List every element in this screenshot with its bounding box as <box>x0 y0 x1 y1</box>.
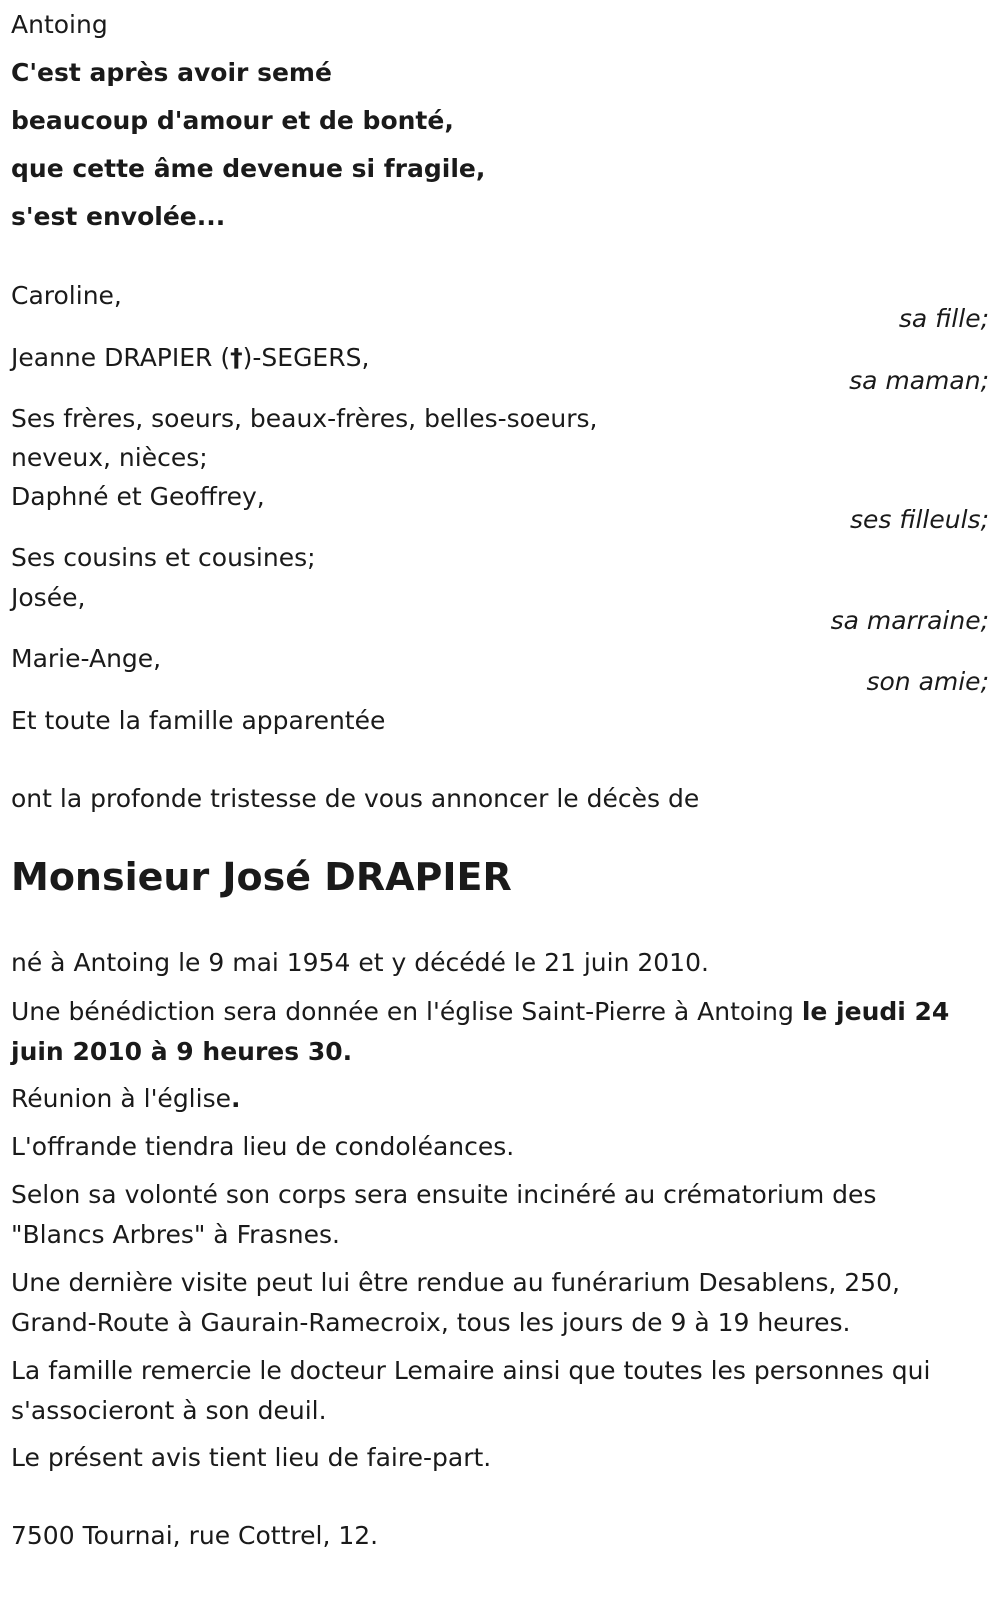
mourner-jeanne-suffix: )-SEGERS, <box>242 343 370 372</box>
role-godchildren: ses filleuls; <box>849 505 989 534</box>
offering: L'offrande tiendra lieu de condoléances. <box>11 1132 515 1161</box>
mourner-jeanne <box>11 338 369 378</box>
mourner-caroline: Caroline, <box>11 281 122 310</box>
address: 7500 Tournai, rue Cottrel, 12. <box>11 1521 379 1550</box>
role-mother: sa maman; <box>849 366 989 395</box>
mourner-jeanne-name: Jeanne DRAPIER ( <box>11 343 231 372</box>
mourner-godchildren: Daphné et Geoffrey, <box>11 482 265 511</box>
role-daughter: sa fille; <box>898 304 989 333</box>
poem-line-2: beaucoup d'amour et de bonté, <box>11 106 454 135</box>
blessing-date: le jeudi 24 juin 2010 à 9 heures 30. <box>11 997 950 1066</box>
poem-line-1: C'est après avoir semé <box>11 58 332 87</box>
mourner-josee: Josée, <box>11 583 86 612</box>
notice: Le présent avis tient lieu de faire-part. <box>11 1443 492 1472</box>
role-friend: son amie; <box>866 667 989 696</box>
visit: Une dernière visite peut lui être rendue au funérarium Desablens, 250, Grand-Route à Gaurain-Ramecroix, tous les jours de 9 à 19 heures. <box>11 1268 900 1337</box>
poem-line-4: s'est envolée... <box>11 202 226 231</box>
town-heading: Antoing <box>11 10 108 39</box>
cross-icon: † <box>230 343 243 372</box>
role-godmother: sa marraine; <box>830 606 989 635</box>
mourner-cousins: Ses cousins et cousines; <box>11 543 316 572</box>
blessing <box>11 992 971 1072</box>
announcement: ont la profonde tristesse de vous annoncer le décès de <box>11 784 700 813</box>
mourner-marie-ange: Marie-Ange, <box>11 644 162 673</box>
blessing-text: Une bénédiction sera donnée en l'église Saint-Pierre à Antoing <box>11 997 802 1026</box>
cremation: Selon sa volonté son corps sera ensuite incinéré au crématorium des "Blancs Arbres" à Frasnes. <box>11 1180 877 1249</box>
meeting-period: . <box>230 1084 241 1113</box>
birth-death: né à Antoing le 9 mai 1954 et y décédé le 21 juin 2010. <box>11 948 709 977</box>
poem-line-3: que cette âme devenue si fragile, <box>11 154 486 183</box>
deceased-name: Monsieur José DRAPIER <box>11 855 512 899</box>
meeting <box>11 1079 971 1119</box>
meeting-text: Réunion à l'église <box>11 1084 231 1113</box>
mourner-family: Et toute la famille apparentée <box>11 706 386 735</box>
thanks: La famille remercie le docteur Lemaire ainsi que toutes les personnes qui s'associeront à son deuil. <box>11 1356 931 1425</box>
mourner-siblings-2: neveux, nièces; <box>11 443 208 472</box>
mourner-siblings-1: Ses frères, soeurs, beaux-frères, belles-soeurs, <box>11 404 598 433</box>
